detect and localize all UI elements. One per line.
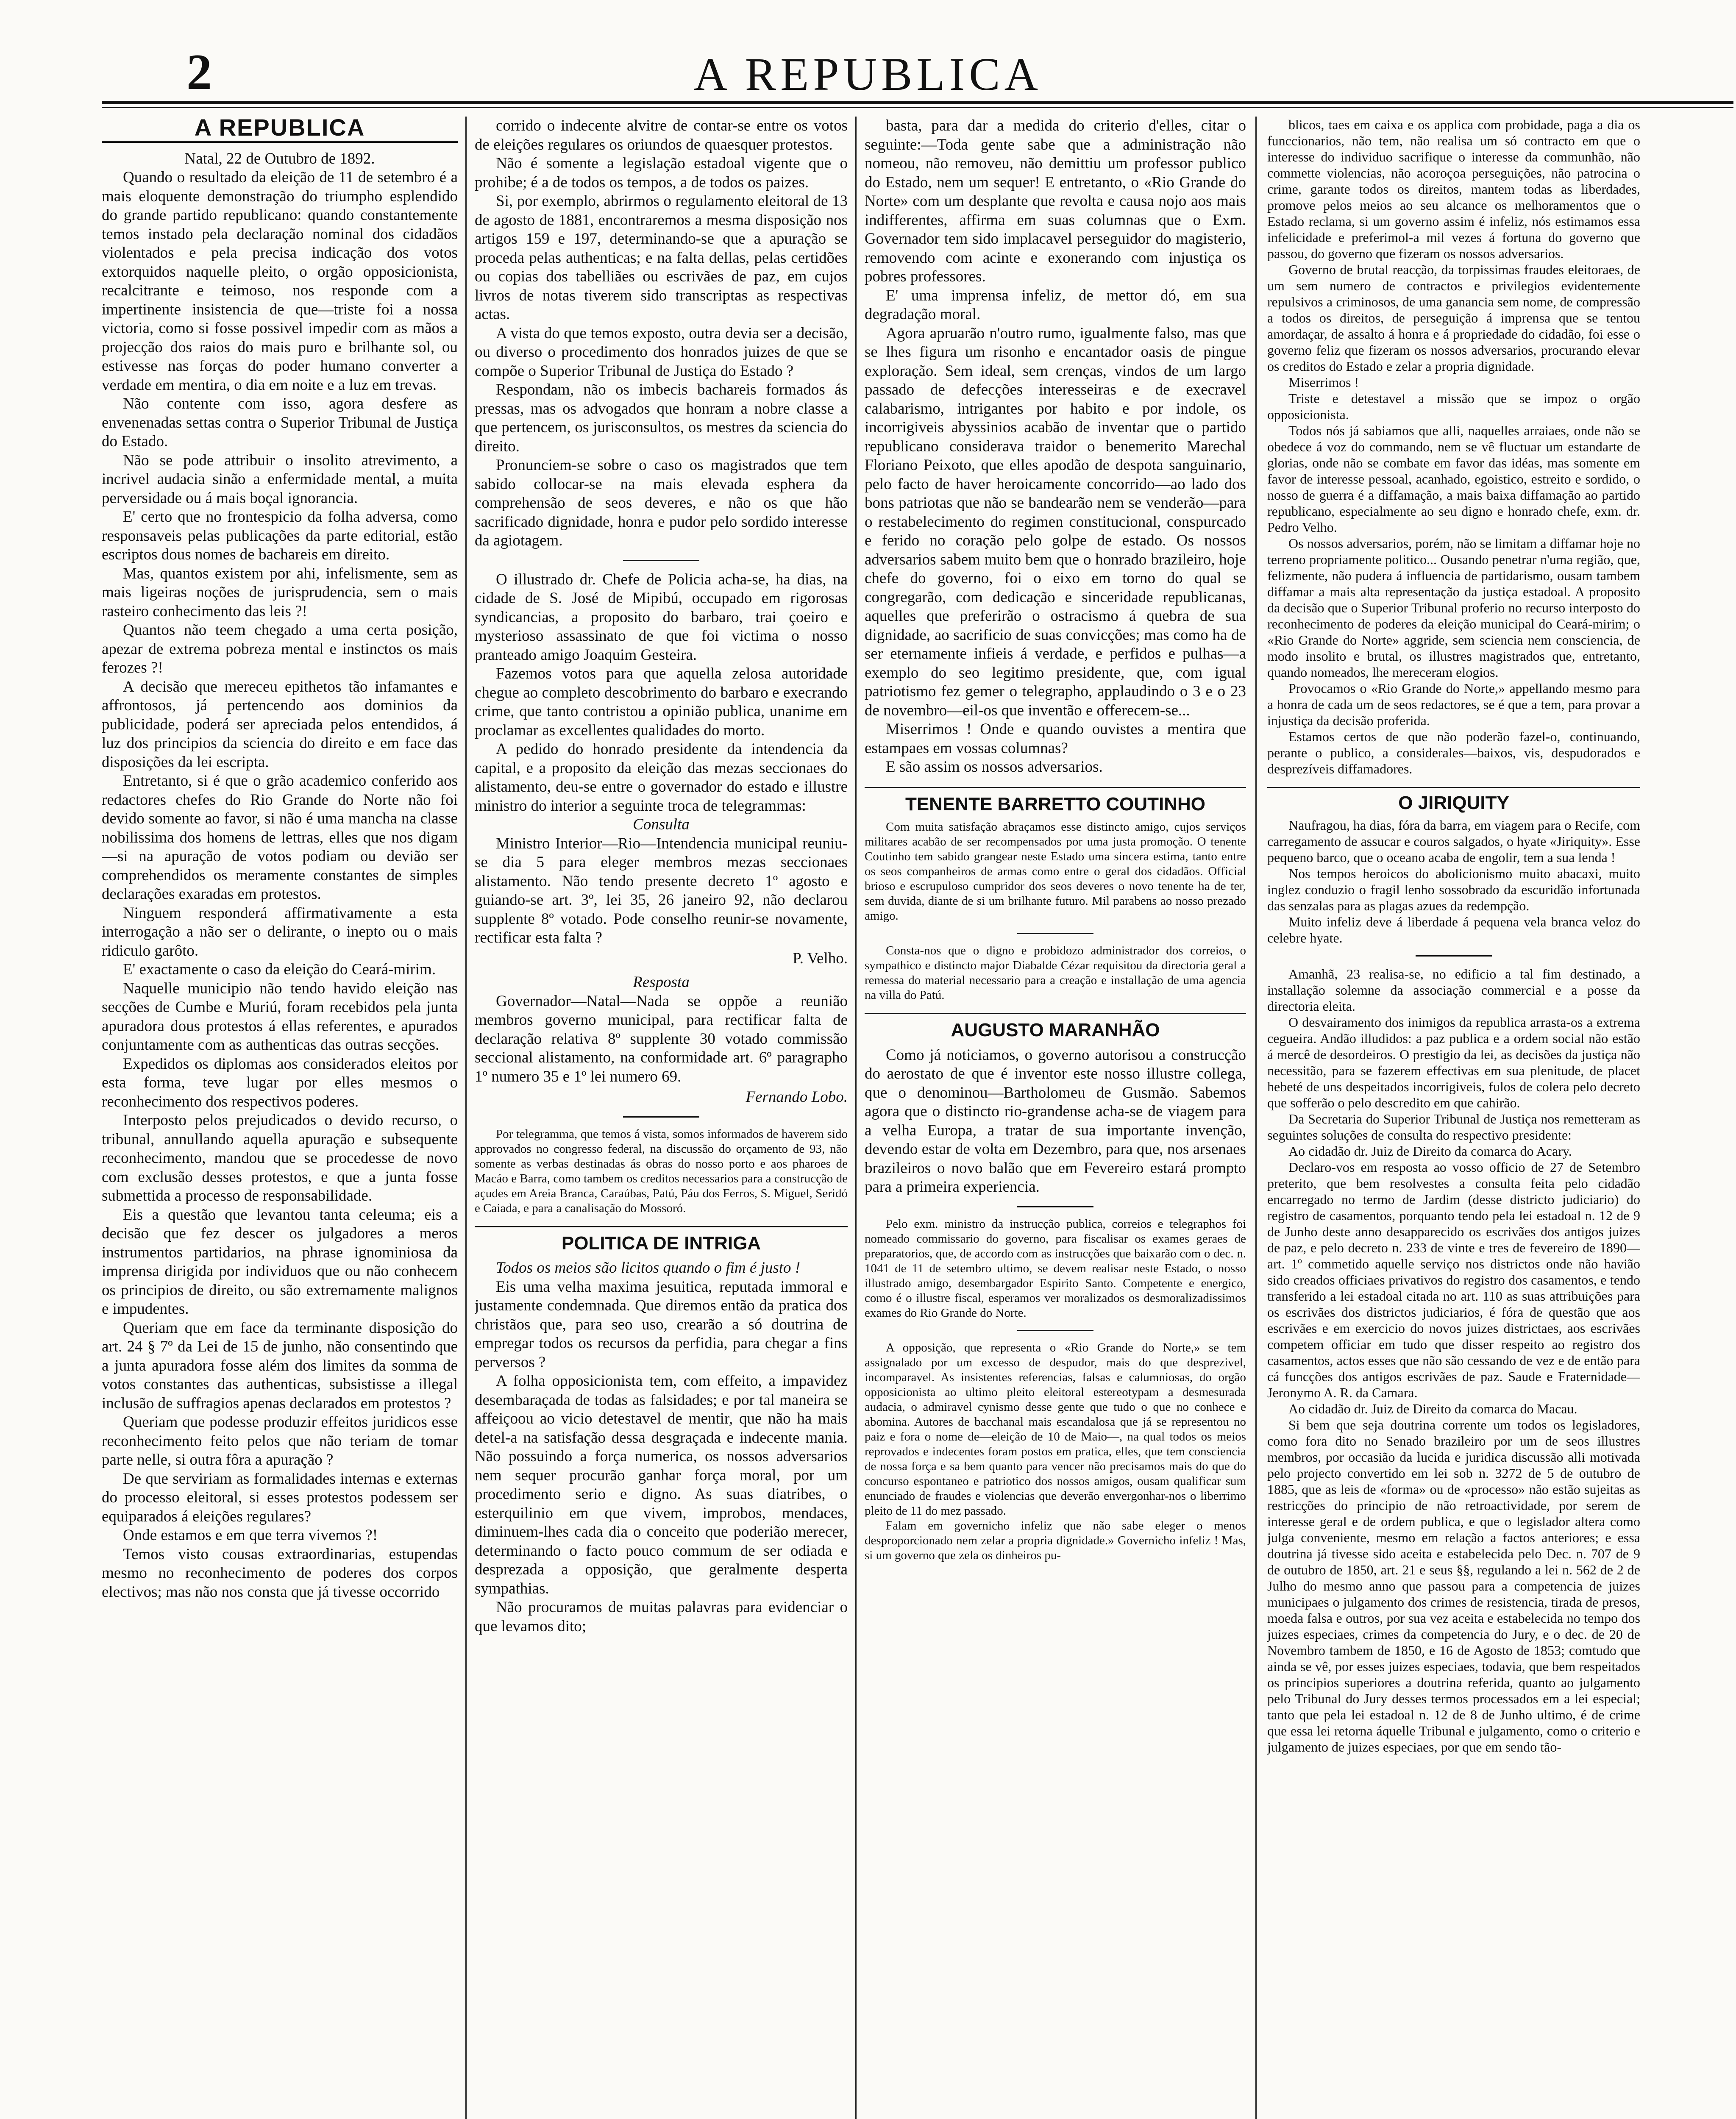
paragraph: Naufragou, ha dias, fóra da barra, em viagem para o Recife, com carregamento de assucar e couros salgados, o hyate «Jiriquity». Esse pequeno barco, que o oceano acaba de engolir, tem a sua lenda ! [1267, 818, 1640, 865]
paragraph: E' certo que no frontespicio da folha adversa, como responsaveis pelas publicações da parte editorial, estão escriptos dous nomes de bachareis em direito. [102, 508, 458, 563]
paragraph: Triste e detestavel a missão que se impoz o orgão opposicionista. [1267, 391, 1640, 422]
paragraph: De que serviriam as formalidades internas e externas do processo eleitoral, si esses protestos podessem ser equiparados á eleições regulares? [102, 1470, 458, 1525]
paragraph: corrido o indecente alvitre de contar-se entre os votos de eleições regulares os oriundos de quaesquer protestos. [475, 117, 848, 153]
section-title: A REPUBLICA [102, 117, 458, 143]
dateline: Natal, 22 de Outubro de 1892. [184, 150, 375, 167]
intriga-article [475, 1278, 848, 1636]
paragraph: Si bem que seja doutrina corrente um todos os legisladores, como fora dito no Senado brazileiro por um de seos illustres membros, por occasião da lucida e juridica discussão alli motivada pelo projecto convertido em lei sob n. 3272 de 5 de outubro de 1885, que as leis de «forma» ou de «processo» não estão sujeitas as restricções do principio de não retroactividade, por serem de interesse geral e de ordem publica, e que o legislador altera como julga conveniente, mesmo em relação a factos anteriores; e essa doutrina já tivesse sido aceita e estabelecida pelo Dec. n. 707 de 9 de outubro de 1850, art. 21 e seus §§, regulando a lei n. 562 de 2 de Julho do mesmo anno que passou para a competencia de juizes municipaes o julgamento dos crimes de resistencia, tirada de presos, moeda falsa e outros, por sua vez aceita e estabelecida no tempo dos juizes especiaes, crimes da competencia do Jury, e o dec. de 20 de Novembro tambem de 1850, e 16 de Agosto de 1853; comtudo que ainda se vê, por esses juizes especiaes, todavia, que bem respeitados os principios superiores a doutrina referida, quanto ao julgamento pelo Tribunal do Jury desses termos processados em a lei especial; tanto que pela lei estadoal n. 12 de 8 de Junho ultimo, é de crime que essa lei retorna áquelle Tribunal e julgamento, como o criterio e julgamento de juizes especiaes, por que em sendo tão- [1267, 1417, 1640, 1755]
separator-rule [623, 560, 699, 561]
paragraph: Estamos certos de que não poderão fazel-o, continuando, perante o publico, a considerales—baixos, vis, despudorados e desprezíveis diffamadores. [1267, 729, 1640, 776]
column-divider [465, 117, 467, 2119]
paragraph: Não procuramos de muitas palavras para evidenciar o que levamos dito; [475, 1599, 848, 1635]
opposicao-text: A opposição, que representa o «Rio Grande do Norte,» se tem assignalado por um excesso de despudor, mais do que desprezivel, incomparavel. As insistentes referencias, falsas e calumniosas, do orgão opposicionista ao ultimo pleito eleitoral estereotypam a desmesurada audacia, o admiravel cynismo desse gente que tudo o que no conhece e abomina. Autores de bacchanal mais escandalosa que já se representou no paiz e fora o nome de—eleição de 10 de Maio—, na qual todos os meios reprovados e indecentes foram postos em pratica, elles, que tem consciencia de nossa força e sa bem quanto para vencer não precisamos mais do que do concurso espontaneo e patriotico dos nossos amigos, ousam qualificar sum enunciado de fraudes e violencias que deverão envergonhar-nos o liberrimo pleito de 11 do mez passado. [865, 1340, 1246, 1518]
paragraph: Onde estamos e em que terra vivemos ?! [123, 1527, 378, 1544]
paragraph: Si, por exemplo, abrirmos o regulamento eleitoral de 13 de agosto de 1881, encontraremos a mesma disposição nos artigos 159 e 197, determinando-se que a apuração se proceda pelas authenticas; e na falta dellas, pelas certidões ou copias dos tabelliães ou escrivães de paz, em cujos livros de notas tiverem sido transcriptas as respectivas actas. [475, 192, 848, 323]
government-article [1267, 117, 1640, 777]
paragraph: Provocamos o «Rio Grande do Norte,» appellando mesmo para a honra de cada um de seos redactores, se é que a tem, para provar a injustiça da decisão proferida. [1267, 681, 1640, 728]
police-and-telegrams [475, 570, 848, 816]
paragraph: O illustrado dr. Chefe de Policia acha-se, ha dias, na cidade de S. José de Mipibú, occupado em rigorosas syndicancias, a proposito do barbaro, trai çoeiro e mysterioso assassinato de que foi victima o nosso pranteado amigo Joaquim Gesteira. [475, 570, 848, 664]
paragraph: A decisão que mereceu epithetos tão infamantes e affrontosos, já pertencendo aos dominios da publicidade, poderá ser apreciada pelos entendidos, á luz dos principios da sciencia do direito e em face das disposições da lei escripta. [102, 678, 458, 771]
separator-rule [1017, 1330, 1093, 1331]
masthead-rule-thin [102, 107, 1733, 108]
article-title-intriga: POLITICA DE INTRIGA [475, 1226, 848, 1253]
paragraph: Governo de brutal reacção, da torpissimas fraudes eleitoraes, de um sem numero de contractos e privilegios evidentemente repulsivos a criminosos, de uma ganancia sem nome, de compressão a todos os direitos, de perseguição á imprensa que se tentou amordaçar, de assalto á honra e á propriedade do cidadão, foi esse o governo feliz que fizeram os nossos adversarios, procurando elevar os creditos do Estado e zelar a propria dignidade. [1267, 262, 1640, 374]
patu-notice: Consta-nos que o digno e probidozo administrador dos correios, o sympathico e distincto major Diabalde Cézar requisitou da directoria geral a remessa do material necessario para a creação e installação de uma agencia na villa do Patú. [865, 944, 1246, 1002]
consulta-label: Consulta [633, 816, 690, 833]
paragraph: Declaro-vos em resposta ao vosso officio de 27 de Setembro preterito, que bem resolvestes a consulta feita pelo cidadão encarregado no termo de Jardim (desse districto judiciario) do registro de casamentos, porquanto tendo pela lei estadoal n. 12 de 9 de Junho deste anno desapparecido os escrivães dos antigos juizes de paz, e pelo decreto n. 233 de vinte e tres de fevereiro de 1890—art. 1º commetido aquelle serviço nos districtos onde não havião sido creados officiaes privativos do registro dos casamentos, e tendo transferido a lei estadoal citada no art. 110 as suas attribuições para os escrivães dos districtos judiciarios, é fóra de questão que aos escrivães e em exercicio do novos juizes districtaes, aos escrivães competem officiar em tudo que disser respeito ao registro dos casamentos, actos esses que não são cessando de vez e de então para cá funcções dos antigos escrivães de paz. Saude e Fraternidade—Jeronymo A. R. da Camara. [1267, 1160, 1640, 1400]
paragraph: A folha opposicionista tem, com effeito, a impavidez desembaraçada de todas as falsidades; e por tal maneira se affeiçoou ao vicio detestavel de mentir, que não ha mais detel-a na satisfação dessa desgraçada e indecente mania. Não possuindo a força numerica, os nossos adversarios nem sequer procurão ganhar força moral, por um procedimento serio e digno. As suas diatribes, o esterquilinio em que vivem, improbos, mendaces, diminuem-lhes cada dia o conceito que poderião merecer, determinando o facto pouco commum de ser odiada e desprezada a opposição, que geralmente desperta sympathias. [475, 1372, 848, 1597]
paragraph: Quando o resultado da eleição de 11 de setembro é a mais eloquente demonstração do triumpho esplendido do grande partido republicano: quando constantemente temos instado pela declaração nominal dos cidadãos violentados e pela precisa indicação dos votos extorquidos naquelle pleito, o orgão opposicionista, recalcitrante e teimoso, nos responde com a impertinente insistencia de que—triste foi a nossa victoria, como si fosse possivel impedir com as mãos a projecção dos raios do mais puro e brilhante sol, ou estivesse nas forças do poder humano converter a verdade em mentira, o dia em noite e a luz em trevas. [102, 169, 458, 394]
paragraph: blicos, taes em caixa e os applica com probidade, paga a dia os funccionarios, não tem, não realisa um só contracto em que o interesse do individuo sacrifique o interesse da communhão, não commette violencias, não acoroçoa perseguições, não patrocina o crime, garante todos os direitos, mantem todas as liberdades, promove pelos meios ao seu alcance os melhoramentos que o Estado reclama, si um governo assim é infeliz, nós estimamos essa infelicidade e preferimol-a mil vezes á fortuna do governo que passou, do governo que fizeram os nossos adversarios. [1267, 117, 1640, 261]
masthead [0, 0, 1736, 114]
paragraph: Expedidos os diplomas aos considerados eleitos por esta forma, teve lugar por elles mesmos o reconhecimento dos respectivos poderes. [102, 1055, 458, 1110]
separator-rule [1416, 955, 1492, 957]
paragraph: E' uma imprensa infeliz, de mettor dó, em sua degradação moral. [865, 286, 1246, 323]
paragraph: Miserrimos ! [1288, 375, 1359, 390]
barretto-text: Com muita satisfação abraçamos esse distincto amigo, cujos serviços militares acabão de ser recompensados por uma justa promoção. O tenente Coutinho tem sabido grangear neste Estado uma sincera estima, tanto entre os seos companheiros de armas como entre o geral dos cidadãos. Official brioso e escrupuloso cumpridor dos seos deveres o novo tenente ha de ter, sem duvida, diante de si um brilhante futuro. Mil parabens ao nosso prezado amigo. [865, 820, 1246, 923]
paragraph: A vista do que temos exposto, outra devia ser a decisão, ou diverso o procedimento dos honrados juizes de que se compõe o Superior Tribunal de Justiça do Estado ? [475, 324, 848, 380]
resposta-label: Resposta [633, 973, 690, 991]
column-divider [1255, 117, 1257, 2119]
separator-rule [623, 1116, 699, 1118]
column-3 [865, 117, 1246, 2119]
jiriquity-article [1267, 817, 1640, 946]
augusto-text: Como já noticiamos, o governo autorisou a construcção do aerostato de que é inventor este nosso illustre collega, que o denominou—Bartholomeu de Gusmão. Sabemos agora que o distincto rio-grandense acha-se de viagem para a velha Europa, a tratar de sua importante invenção, devendo estar de volta em Dezembro, para que, nos arsenaes brazileiros o novo balão que em Fevereiro estará prompto para a primeira experiencia. [865, 1046, 1246, 1196]
column-1 [102, 117, 458, 2119]
paragraph: A pedido do honrado presidente da intendencia da capital, e a proposito da eleição das mezas seccionaes do alistamento, deu-se entre o governador do estado e illustre ministro do interior a seguinte troca de telegrammas: [475, 740, 848, 815]
paragraph: Não é somente a legislação estadoal vigente que o prohibe; é a de todos os tempos, a de todos os paizes. [475, 155, 848, 191]
paragraph: Ninguem responderá affirmativamente a esta interrogação a não ser o delirante, o inepto ou o mais ridiculo garôto. [102, 904, 458, 959]
paragraph: basta, para dar a medida do criterio d'elles, citar o seguinte:—Toda gente sabe que a administração não nomeou, não removeu, não demittiu um professor publico do Estado, nem um sequer! E entretanto, o «Rio Grande do Norte» com um desplante que revolta e causa nojo aos mais indifferentes, affirma em suas columnas que o Exm. Governador tem sido implacavel perseguidor do magisterio, removendo com acinte e exonerando com injustiça os pobres professores. [865, 117, 1246, 285]
column-2 [475, 117, 848, 2119]
page-number: 2 [186, 44, 212, 100]
paragraph: Eis a questão que levantou tanta celeuma; eis a decisão que fez descer os julgadores a meros instrumentos partidarios, na phrase ignominiosa da imprensa dirigida por individuos que ou não conhecem os principios de direito, ou são extremamente malignos e impudentes. [102, 1206, 458, 1318]
intriga-continuation [865, 117, 1246, 777]
masthead-rule [102, 101, 1733, 104]
article-title-augusto: AUGUSTO MARANHÃO [865, 1013, 1246, 1040]
paragraph: Miserrimos ! Onde e quando ouvistes a mentira que estampaes em vossas columnas? [865, 720, 1246, 757]
resposta-signature: Fernando Lobo. [746, 1088, 848, 1106]
article-title-jiriquity: O JIRIQUITY [1267, 787, 1640, 811]
paragraph: Da Secretaria do Superior Tribunal de Justiça nos remetteram as seguintes soluções de consulta do respectivo presidente: [1267, 1111, 1640, 1143]
paragraph: Amanhã, 23 realisa-se, no edificio a tal fim destinado, a installação solemne da associação commercial e a posse da directoria eleita. [1267, 966, 1640, 1014]
paragraph: Muito infeliz deve á liberdade á pequena vela branca veloz do celebre hyate. [1267, 914, 1640, 945]
intriga-lead: Todos os meios são licitos quando o fim é justo ! [496, 1259, 801, 1276]
paragraph: Naquelle municipio não tendo havido eleição nas secções de Cumbe e Muriú, foram recebidos pela junta apuradora dous protestos á ellas referentes, e apurados conjuntamente com as authenticas das outras secções. [102, 979, 458, 1054]
paragraph: Fazemos votos para que aquella zelosa autoridade chegue ao completo descobrimento do barbaro e execrando crime, que tanto contristou a opinião publica, unanime em proclamar as excellentes qualidades do morto. [475, 665, 848, 739]
paragraph: Não contente com isso, agora desfere as envenenadas settas contra o Superior Tribunal de Justiça do Estado. [102, 395, 458, 450]
editorial-continuation [475, 117, 848, 551]
paragraph: Ao cidadão dr. Juiz de Direito da comarca do Macau. [1288, 1401, 1577, 1416]
editorial-article [102, 168, 458, 1602]
paragraph: E são assim os nossos adversarios. [886, 758, 1103, 776]
consulta-signature: P. Velho. [793, 949, 848, 967]
paragraph: Entretanto, si é que o grão academico conferido aos redactores chefes do Rio Grande do Norte não foi devido somente ao favor, si não é uma mancha na classe nobilissima dos homens de lettras, elles que nos digam—si na apuração de votos podiam ou devião ser comprehendidos os meramente constantes de simples declarações exaradas em protestos. [102, 772, 458, 903]
tribunal-notices [1267, 966, 1640, 1755]
column-divider [855, 117, 857, 2119]
column-4 [1267, 117, 1640, 2119]
paragraph: Os nossos adversarios, porém, não se limitam a diffamar hoje no terreno propriamente politico... Ousando penetrar n'uma região, que, felizmente, não pudera á influencia de partidarismo, ousam tambem diffamar a mais alta representação da justiça estadoal. A proposito da decisão que o Superior Tribunal proferio no recurso interposto do reconhecimento de poderes da eleição municipal do Ceará-mirim; o «Rio Grande do Norte» aggride, sem sciencia nem consciencia, de modo insolito e brutal, os illustres magistrados que, entretanto, quando nomeados, lhe mereceram elogios. [1267, 536, 1640, 680]
paragraph: Interposto pelos prejudicados o devido recurso, o tribunal, annullando aquella apuração e subsequente reconhecimento, mandou que se procedesse de novo com exclusão desses protestos, e que a junta fosse submettida a processo de responsabilidade. [102, 1112, 458, 1204]
masthead-title: A REPUBLICA [693, 48, 1043, 100]
consulta-text: Ministro Interior—Rio—Intendencia municipal reuniu-se dia 5 para eleger membros mezas seccionaes alistamento. Não tendo presente decreto 1º agosto e guiando-se art. 3º, lei 35, 26 janeiro 92, não declarou supplente 8º votado. Pode conselho reunir-se novamente, rectificar esta falta ? [475, 834, 848, 946]
paragraph: Eis uma velha maxima jesuitica, reputada immoral e justamente condemnada. Que diremos então da pratica dos christãos que, para seo uso, crearão a só doutrina de empregar todos os recursos da perfidia, para chegar a fins perversos ? [475, 1278, 848, 1371]
paragraph: Queriam que podesse produzir effeitos juridicos esse reconhecimento feito pelos que não teriam de tomar parte nelle, si outra fôra a apuração ? [102, 1413, 458, 1468]
resposta-text: Governador—Natal—Nada se oppõe a reunião membros governo municipal, para rectificar falta de declaração relativa 8º supplente 30 votado commissão seccional alistamento, na conformidade art. 6º paragrapho 1º numero 35 e 1º lei numero 69. [475, 992, 848, 1085]
paragraph: Queriam que em face da terminante disposição do art. 24 § 7º da Lei de 15 de junho, não consentindo que a junta apuradora fosse além dos limites da somma de votos constantes das authenticas, subsistisse a illegal inclusão de suffragios apenas declarados em protestos ? [102, 1319, 458, 1412]
paragraph: Agora apruarão n'outro rumo, igualmente falso, mas que se lhes figura um risonho e encantador oasis de pingue exploração. Sem ideal, sem crenças, vindos de um largo passado de defecções interesseiras e de execravel calabarismo, intrigantes por habito e por indole, os incorrigiveis abyssinios acabão de inventar que o partido republicano considerava traidor o benemerito Marechal Floriano Peixoto, que elles apodão de despota sanguinario, pelo facto de haver heroicamente concorrido—ao lado dos bons patriotas que não se bandearão nem se venderão—para o restabelecimento do regimen constitucional, conspurcado e ferido no coração pelo golpe de estado. Os nossos adversarios sabem muito bem que o honrado brazileiro, hoje chefe do governo, foi o eixo em torno do qual se congregarão, com dedicação e sinceridade republicanas, aquelles que preferirão o ostracismo á quebra de sua dignidade, ao sacrificio de suas convicções; mas como ha de ser eternamente infieis á verdade, e perfidos e pulhas—a exemplo do seo legitimo presidente, que, com igual patriotismo fez gemer o telegrapho, applaudindo o 3 e o 23 de novembro—eil-os que inventão e offerecem-se... [865, 324, 1246, 719]
paragraph: Pronunciem-se sobre o caso os magistrados que tem sabido collocar-se na mais elevada esphera da comprehensão de seos deveres, e não os que hão sacrificado dignidade, honra e pudor pelo sordido interesse da agiotagem. [475, 456, 848, 549]
paragraph: Temos visto cousas extraordinarias, estupendas mesmo no reconhecimento de poderes dos corpos electivos; mas não nos consta que já tivesse occorrido [102, 1545, 458, 1601]
paragraph: O desvairamento dos inimigos da republica arrasta-os a extrema cegueira. Andão illudidos: a paz publica e a ordem social não estão á mercê de desordeiros. O prestigio da lei, as decisões da justiça não necessitão, para se fazerem effectivas em sua plenitude, de placet hebeté de uns despeitados incorrigiveis, fulos de colera pelo decreto que sofferão o pelo descredito em que cahirão. [1267, 1015, 1640, 1110]
instrucao-notice: Pelo exm. ministro da instrucção publica, correios e telegraphos foi nomeado commissario do governo, para fiscalisar os exames geraes de preparatorios, que, de accordo com as instrucções que baixarão com o dec. n. 1041 de 11 de setembro ultimo, se devem realisar neste Estado, o nosso illustrado amigo, desembargador Espirito Santo. Competente e energico, como é o illustre fiscal, esperamos ver moralizados os desmoralizadissimos exames do Rio Grande do Norte. [865, 1217, 1246, 1320]
separator-rule [1017, 1206, 1093, 1207]
opposicao-tail: Falam em governicho infeliz que não sabe eleger o menos desproporcionado nem zelar a propria dignidade.» Governicho infeliz ! Mas, si um governo que zela os dinheiros pu- [865, 1518, 1246, 1562]
congress-notice: Por telegramma, que temos á vista, somos informados de haverem sido approvados no congresso federal, na discussão do orçamento de 93, não somente as verbas destinadas ás obras do nosso porto e aos pharoes de Macáo e Barra, como tambem os creditos necessarios para a construcção de açudes em Areia Branca, Caraúbas, Patú, Páu dos Ferros, S. Miguel, Seridó e Caiada, e para a canalisação do Mossoró. [475, 1127, 848, 1215]
paragraph: Mas, quantos existem por ahi, infelismente, sem as mais ligeiras noções de jurisprudencia, sem o mais rasteiro conhecimento das leis ?! [102, 565, 458, 620]
separator-rule [1017, 933, 1093, 934]
paragraph: Todos nós já sabiamos que alli, naquelles arraiaes, onde não se obedece á voz do commando, nem se vê fluctuar um estandarte de glorias, onde não se combate em favor das idéas, mas somente em favor de interesse pessoal, acanhado, egoistico, estreito e sordido, o nosso de guerra é a diffamação, a mais baixa diffamação ao partido republicano, especialmente ao seu digno e honrado chefe, exm. dr. Pedro Velho. [1267, 423, 1640, 535]
paragraph: Quantos não teem chegado a uma certa posição, apezar de extrema pobreza mental e instinctos os mais ferozes ?! [102, 621, 458, 676]
paragraph: Não se pode attribuir o insolito atrevimento, a incrivel audacia sinão a enfermidade mental, a muita perversidade ou á mais boçal ignorancia. [102, 451, 458, 507]
paragraph: Ao cidadão dr. Juiz de Direito da comarca do Acary. [1288, 1143, 1572, 1159]
article-title-barretto: TENENTE BARRETTO COUTINHO [865, 787, 1246, 814]
paragraph: E' exactamente o caso da eleição do Ceará-mirim. [123, 961, 436, 978]
paragraph: Nos tempos heroicos do abolicionismo muito abacaxi, muito inglez conduzio o fragil lenho sossobrado da escuridão infortunada das senzalas para as plagas azues da redempção. [1267, 866, 1640, 913]
paragraph: Respondam, não os imbecis bachareis formados ás pressas, mas os advogados que honram a nobre classe a que pertencem, os jurisconsultos, os mestres da sciencia do direito. [475, 381, 848, 455]
